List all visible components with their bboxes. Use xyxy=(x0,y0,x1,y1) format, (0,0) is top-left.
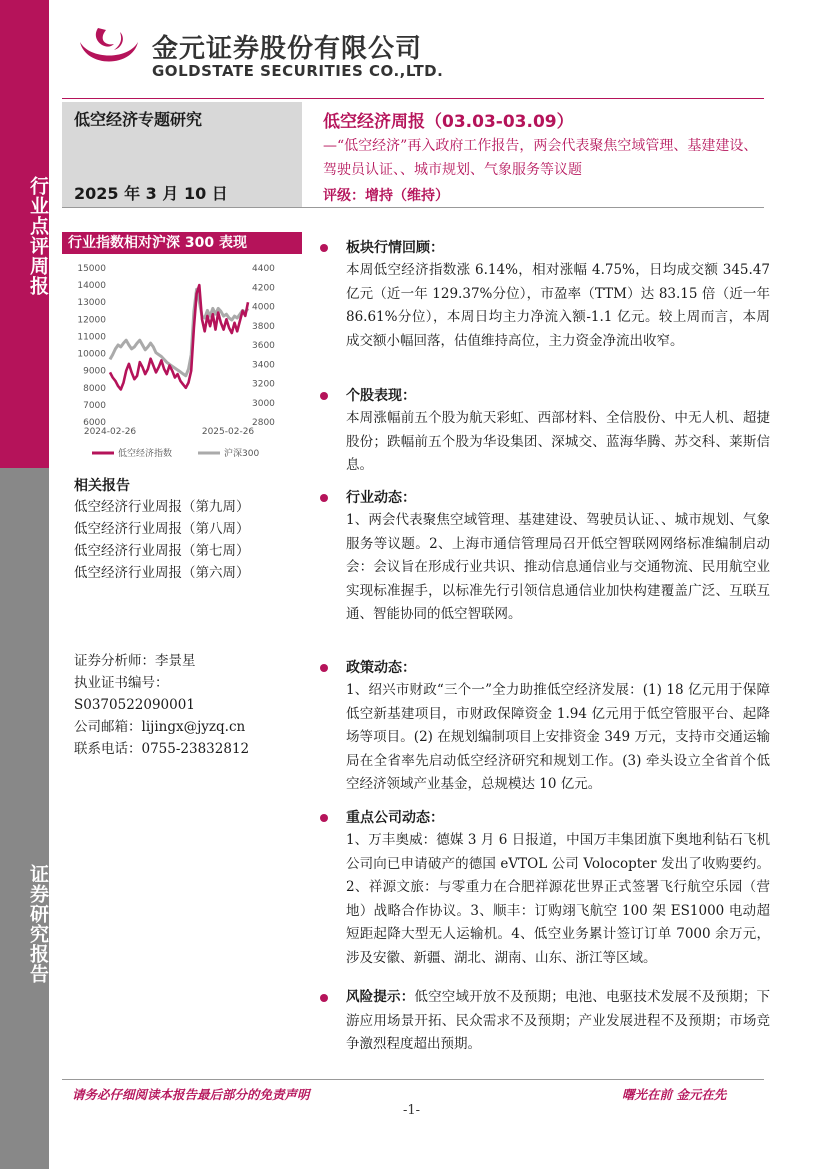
sidebar-bottom-bar xyxy=(0,468,49,1169)
sidebar-top-label: 行业点评周报 xyxy=(27,176,49,296)
related-report-item[interactable]: 低空经济行业周报（第六周） xyxy=(74,565,250,581)
series-line-lowalt-index xyxy=(110,285,248,389)
x-tick-label: 2024-02-26 xyxy=(83,427,137,437)
y-right-tick-label: 3200 xyxy=(252,379,275,390)
section-heading: 政策动态： xyxy=(346,660,416,676)
y-right-tick-label: 2800 xyxy=(252,418,275,428)
bullet-icon xyxy=(320,392,328,400)
section-body: 1、绍兴市财政“三个一”全力助推低空经济发展：(1) 18 亿元用于保障低空新基建项目，市财政保障资金 1.94 亿元用于低空管服平台、起降场等项目。(2) 在规划编制项目上安排资金 349 万元，支持市交通运输局在全省率先启动低空经济研究和规划工作。(3) 牵头设立全省首个低空经济领域产业基金，总规模达 10 亿元。 xyxy=(346,682,770,792)
y-left-tick-label: 10000 xyxy=(77,349,106,360)
header-bottom-divider xyxy=(62,207,764,208)
related-reports-title: 相关报告 xyxy=(74,478,130,494)
x-tick-label: 2025-02-26 xyxy=(201,427,255,437)
section-risk xyxy=(320,986,770,1057)
y-right-tick-label: 4000 xyxy=(252,302,275,313)
section-stock-performance xyxy=(320,385,770,478)
y-left-tick-label: 13000 xyxy=(77,298,106,309)
analyst-cert-number: S0370522090001 xyxy=(74,697,195,713)
section-policy-news xyxy=(320,657,770,797)
bullet-icon xyxy=(320,664,328,672)
analyst-phone: 联系电话：0755-23832812 xyxy=(74,741,250,757)
y-right-tick-label: 3800 xyxy=(252,321,275,332)
y-left-tick-label: 12000 xyxy=(77,315,106,326)
report-title: 低空经济周报（03.03-03.09） xyxy=(323,112,574,132)
y-right-tick-label: 3400 xyxy=(252,360,275,371)
legend-label: 低空经济指数 xyxy=(118,449,173,459)
report-type: 低空经济专题研究 xyxy=(74,110,203,129)
analyst-cert-label: 执业证书编号： xyxy=(74,675,169,691)
company-name-en: GOLDSTATE SECURITIES CO.,LTD. xyxy=(152,62,444,80)
y-right-tick-label: 4200 xyxy=(252,283,275,294)
header-divider xyxy=(62,98,764,99)
section-body: 1、万丰奥威：德媒 3 月 6 日报道，中国万丰集团旗下奥地利钻石飞机公司向已申请破产的德国 eVTOL 公司 Volocopter 发出了收购要约。2、祥源文旅：与零重力在合肥祥源花世界正式签署飞行航空乐园（营地）战略合作协议。3、顺丰：订购翊飞航空 100 架 ES1000 电动超短距起降大型无人运输机。4、低空业务累计签订订单 7000 余万元，涉及安徽、新疆、湖北、湖南、山东、浙江等区域。 xyxy=(346,832,770,966)
section-heading: 行业动态： xyxy=(346,490,416,506)
section-body: 本周涨幅前五个股为航天彩虹、西部材料、全信股份、中无人机、超捷股份；跌幅前五个股为华设集团、深城交、蓝海华腾、苏交科、莱斯信息。 xyxy=(346,410,770,473)
series-line-csi300 xyxy=(110,289,248,376)
company-name-cn: 金元证券股份有限公司 xyxy=(152,34,423,64)
analyst-email[interactable]: 公司邮箱：lijingx@jyzq.cn xyxy=(74,719,246,735)
report-date: 2025 年 3 月 10 日 xyxy=(74,184,228,203)
related-report-item[interactable]: 低空经济行业周报（第九周） xyxy=(74,499,250,515)
sidebar-top-bar xyxy=(0,0,49,468)
y-left-tick-label: 7000 xyxy=(83,400,106,411)
section-body: 1、两会代表聚焦空域管理、基建建设、驾驶员认证、、城市规划、气象服务等议题。2、上海市通信管理局召开低空智联网网络标准编制启动会：会议旨在形成行业共识、推动信息通信业与交通物流、民用航空业实现标准握手，以标准先行引领信息通信业加快构建覆盖广泛、互联互通、智能协同的低空智联网。 xyxy=(346,512,770,622)
section-body: 本周低空经济指数涨 6.14%，相对涨幅 4.75%，日均成交额 345.47 亿元（近一年 129.37%分位），市盈率（TTM）达 83.15 倍（近一年 86.61%分位），本周日均主力净流入额-1.1 亿元。较上周而言，本周成交额小幅回落，估值维持高位，主力资金净流出收窄。 xyxy=(346,262,770,349)
page-number: -1- xyxy=(403,1103,421,1118)
footer-divider xyxy=(62,1079,764,1080)
related-report-item[interactable]: 低空经济行业周报（第八周） xyxy=(74,521,250,537)
y-left-tick-label: 14000 xyxy=(77,281,106,292)
legend-label: 沪深300 xyxy=(224,449,260,459)
related-reports-list xyxy=(74,496,250,584)
risk-body: 低空空域开放不及预期；电池、电驱技术发展不及预期；下游应用场景开拓、民众需求不及预期；产业发展进程不及预期；市场竞争激烈程度超出预期。 xyxy=(346,989,771,1052)
y-left-tick-label: 9000 xyxy=(83,366,106,377)
bullet-icon xyxy=(320,814,328,822)
y-left-tick-label: 8000 xyxy=(83,383,106,394)
y-left-tick-label: 11000 xyxy=(77,332,106,343)
bullet-icon xyxy=(320,994,328,1002)
section-heading: 板块行情回顾： xyxy=(346,240,444,256)
disclaimer-note: 请务必仔细阅读本报告最后部分的免责声明 xyxy=(72,1087,310,1102)
section-industry-news xyxy=(320,487,770,627)
report-subtitle: —“低空经济”再入政府工作报告，两会代表聚焦空域管理、基建建设、驾驶员认证、、城市规划、气象服务等议题 xyxy=(323,138,758,178)
company-slogan: 曙光在前 金元在先 xyxy=(622,1087,727,1102)
section-heading: 重点公司动态： xyxy=(346,810,444,826)
rating-label: 评级：增持（维持） xyxy=(323,188,449,204)
y-right-tick-label: 4400 xyxy=(252,264,275,274)
bullet-icon xyxy=(320,494,328,502)
chart-title: 行业指数相对沪深 300 表现 xyxy=(62,232,302,254)
y-right-tick-label: 3000 xyxy=(252,398,275,409)
analyst-name: 证券分析师：李景星 xyxy=(74,653,196,669)
y-left-tick-label: 15000 xyxy=(77,264,106,274)
sidebar-bottom-label: 证券研究报告 xyxy=(27,864,49,984)
section-heading: 个股表现： xyxy=(346,388,416,404)
analyst-info xyxy=(74,650,249,760)
y-right-tick-label: 3600 xyxy=(252,341,275,351)
bullet-icon xyxy=(320,244,328,252)
goldstate-logo-icon xyxy=(76,24,142,74)
related-report-item[interactable]: 低空经济行业周报（第七周） xyxy=(74,543,250,559)
section-company-news xyxy=(320,807,770,970)
risk-label: 风险提示： xyxy=(346,989,415,1005)
index-chart xyxy=(62,256,302,466)
section-market-review xyxy=(320,237,770,353)
y-left-tick-label: 6000 xyxy=(83,418,106,428)
